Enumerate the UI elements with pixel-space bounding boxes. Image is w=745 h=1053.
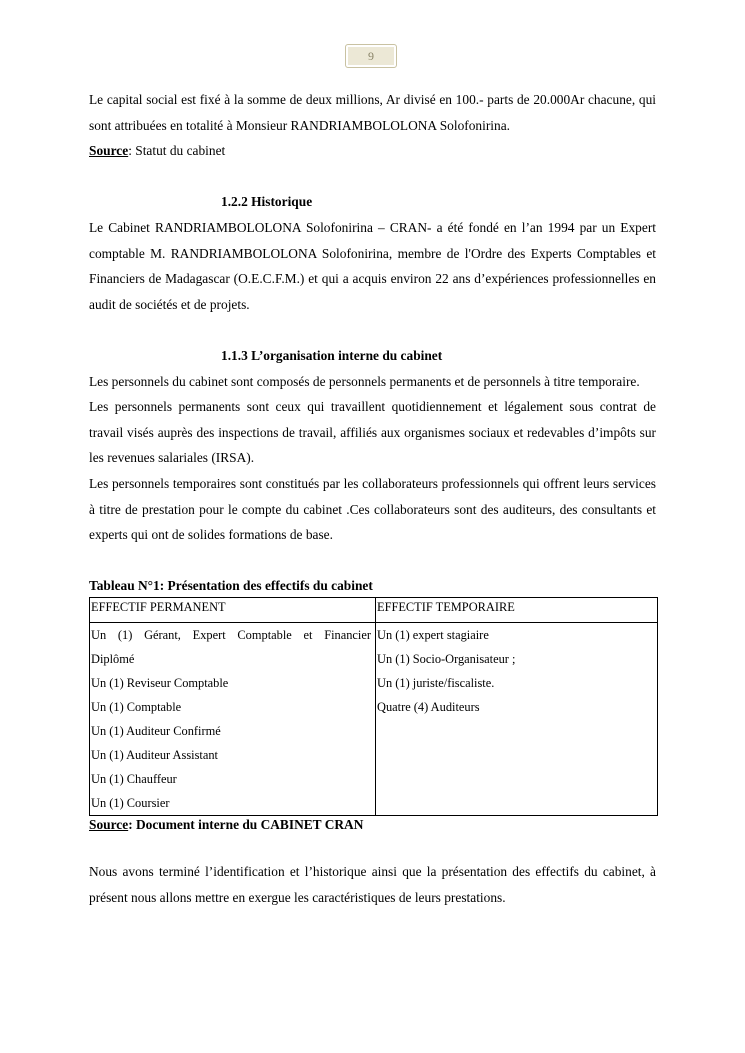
conclusion-paragraph: Nous avons terminé l’identification et l’historique ainsi que la présentation des effectifs du cabinet, à présent nous allons mettre en exergue les caractéristiques de leurs prestations. (89, 864, 656, 906)
section-heading-organisation: 1.1.3 L’organisation interne du cabinet (221, 347, 443, 363)
section-heading-historique: 1.2.2 Historique (221, 194, 313, 210)
permanent-cell (90, 622, 376, 815)
organisation-paragraph-1: Les personnels du cabinet sont composés de personnels permanents et de personnels à titre temporaire. (89, 373, 640, 389)
page-number-badge: 9 (345, 44, 397, 68)
header-temporaire: EFFECTIF TEMPORAIRE (376, 597, 658, 622)
spacer (89, 317, 656, 343)
list-item-temporaire: Un (1) juriste/fiscaliste. (377, 675, 495, 690)
historique-paragraph: Le Cabinet RANDRIAMBOLOLONA Solofonirina – CRAN- a été fondé en l’an 1994 par un Expert comptable M. RANDRIAMBOLOLONA Solofonirina, membre de l'Ordre des Experts Comptables et Financiers de Madagascar (O.E.C.F.M.) et qui a acquis environ 22 ans d’expériences professionnelles en audit de sociétés et de projets. (89, 219, 656, 312)
list-item-permanent: Diplômé (91, 651, 135, 666)
source-text: : Statut du cabinet (128, 143, 226, 159)
list-item-temporaire: Un (1) Socio-Organisateur ; (377, 651, 516, 666)
list-item-permanent: Un (1) Coursier (91, 795, 170, 810)
list-item-temporaire: Un (1) expert stagiaire (377, 627, 489, 642)
list-item-permanent: Un (1) Comptable (91, 699, 182, 714)
temporaire-cell (376, 622, 658, 815)
list-item-permanent: Un (1) Reviseur Comptable (91, 675, 229, 690)
table-body-row (90, 622, 658, 815)
effectifs-table (89, 597, 658, 816)
organisation-paragraph-3: Les personnels temporaires sont constitués par les collaborateurs professionnels qui offrent leurs services à titre de prestation pour le compte du cabinet .Ces collaborateurs sont des auditeurs, des consultants et experts qui ont de solides formations de base. (89, 475, 656, 543)
organisation-paragraph-2: Les personnels permanents sont ceux qui travaillent quotidiennement et légalement sous contrat de travail visés auprès des inspections de travail, affiliés aux organismes sociaux et redevables d’impôts sur les revenues salariales (IRSA). (89, 399, 656, 466)
table-header-row (90, 597, 658, 622)
table-source-label: Source (89, 816, 129, 832)
spacer (89, 834, 656, 860)
source-label: Source (89, 143, 129, 159)
capital-source (89, 138, 656, 164)
list-item-temporaire: Quatre (4) Auditeurs (377, 699, 480, 714)
document-body (89, 87, 656, 911)
capital-paragraph: Le capital social est fixé à la somme de deux millions, Ar divisé en 100.- parts de 20.000Ar chacune, qui sont attribuées en totalité à Monsieur RANDRIAMBOLOLONA Solofonirina. (89, 92, 656, 133)
table-source-text: : Document interne du CABINET CRAN (128, 816, 364, 832)
list-item-permanent: Un (1) Auditeur Assistant (91, 747, 218, 762)
table-source (89, 816, 656, 834)
list-item-permanent: Un (1) Auditeur Confirmé (91, 723, 221, 738)
header-permanent: EFFECTIF PERMANENT (90, 597, 376, 622)
spacer (89, 164, 656, 190)
list-item-permanent: Un (1) Gérant, Expert Comptable et Financier (91, 627, 371, 642)
list-item-permanent: Un (1) Chauffeur (91, 771, 177, 786)
spacer (89, 548, 656, 574)
table-title: Tableau N°1: Présentation des effectifs du cabinet (89, 578, 373, 594)
